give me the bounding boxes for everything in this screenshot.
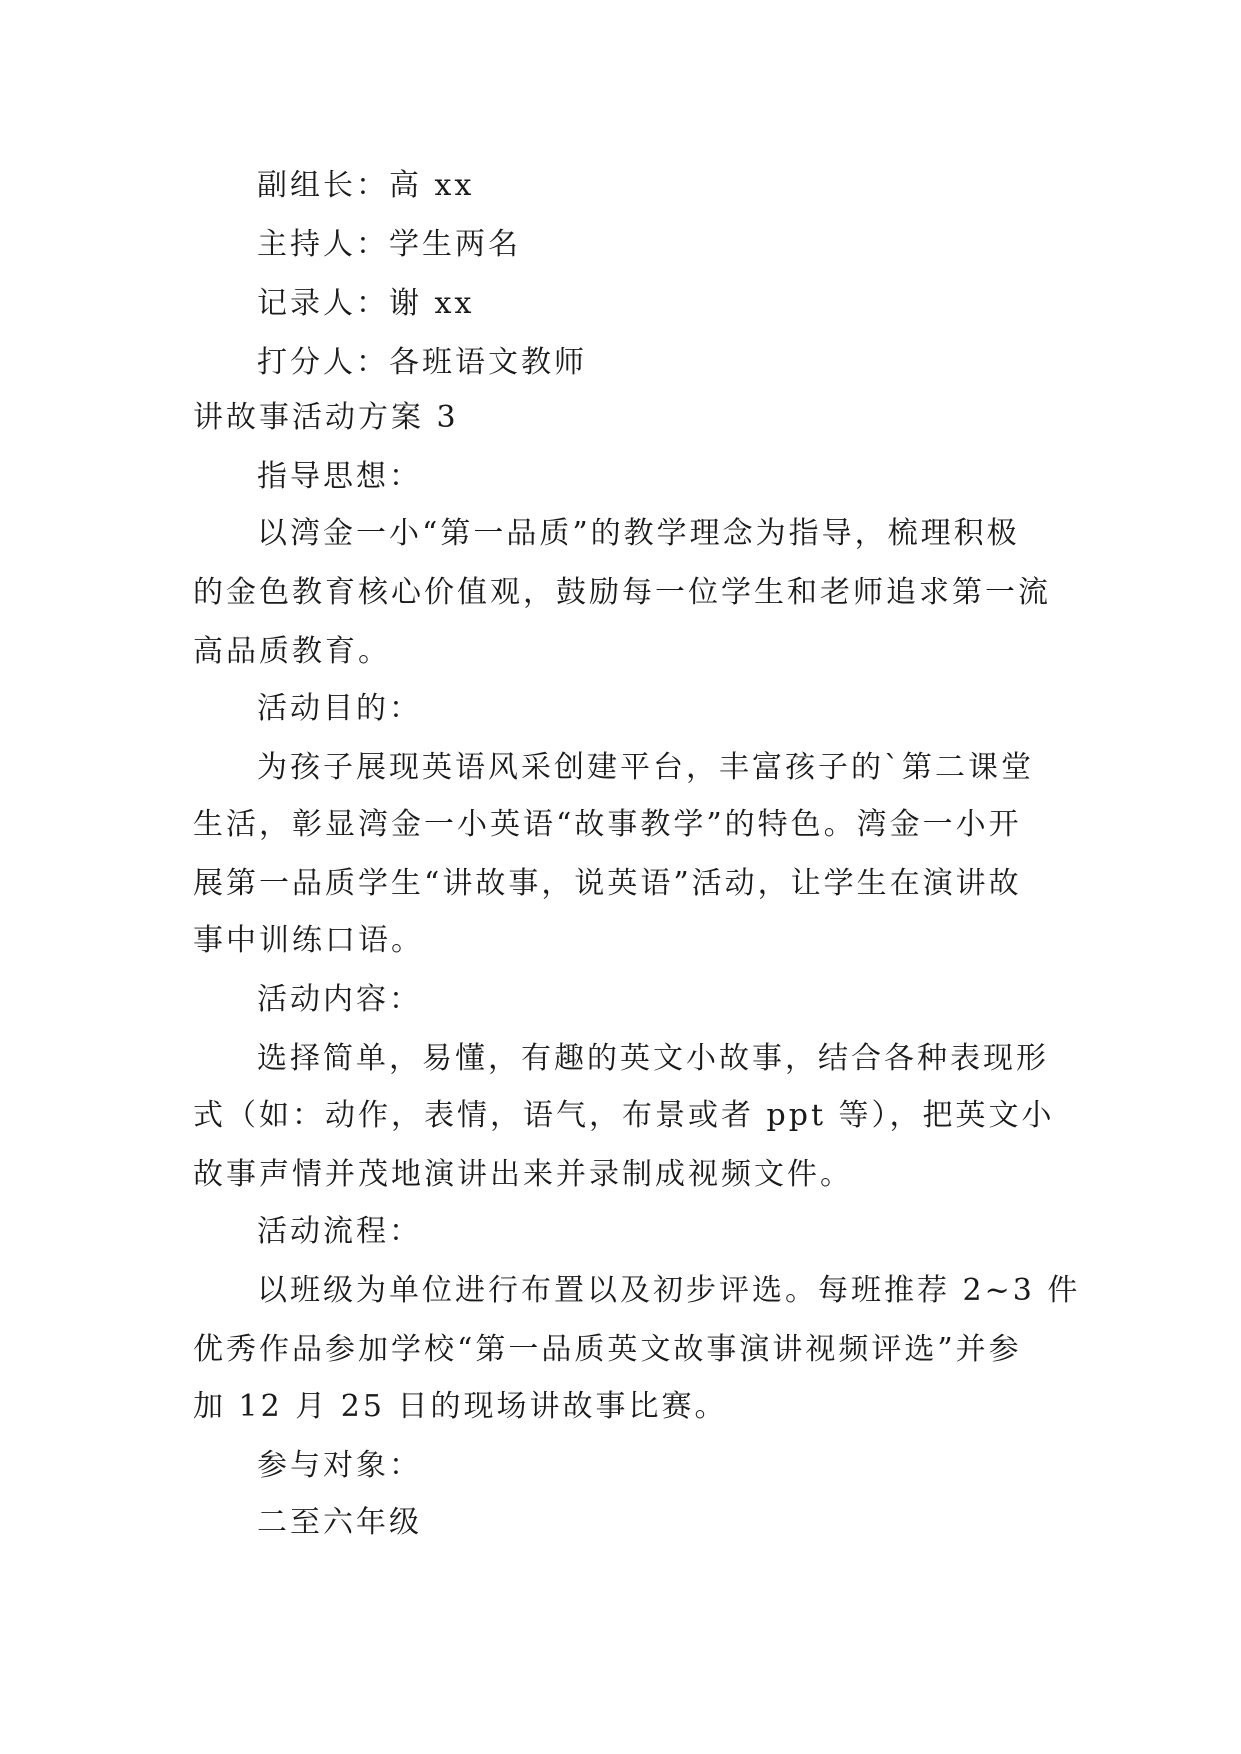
paragraph-line: 加 12 月 25 日的现场讲故事比赛。 — [193, 1389, 728, 1424]
recorder-line: 记录人：谢 xx — [257, 286, 475, 321]
activity-purpose-heading: 活动目的： — [257, 691, 422, 726]
paragraph-line: 选择简单，易懂，有趣的英文小故事，结合各种表现形 — [257, 1041, 1049, 1076]
section-heading: 讲故事活动方案 3 — [193, 400, 459, 435]
guiding-thought-heading: 指导思想： — [257, 459, 422, 494]
participants-heading: 参与对象： — [257, 1448, 422, 1483]
activity-process-heading: 活动流程： — [257, 1214, 422, 1249]
paragraph-line: 为孩子展现英语风采创建平台，丰富孩子的`第二课堂 — [257, 750, 1034, 785]
paragraph-line: 的金色教育核心价值观，鼓励每一位学生和老师追求第一流 — [193, 575, 1051, 610]
participants-value: 二至六年级 — [257, 1505, 422, 1540]
host-line: 主持人：学生两名 — [257, 227, 521, 262]
paragraph-line: 高品质教育。 — [193, 634, 391, 669]
paragraph-line: 事中训练口语。 — [193, 923, 424, 958]
paragraph-line: 生活，彰显湾金一小英语“故事教学”的特色。湾金一小开 — [193, 807, 1022, 842]
paragraph-line: 以班级为单位进行布置以及初步评选。每班推荐 2~3 件 — [257, 1273, 1081, 1308]
paragraph-line: 故事声情并茂地演讲出来并录制成视频文件。 — [193, 1157, 853, 1192]
activity-content-heading: 活动内容： — [257, 982, 422, 1017]
paragraph-line: 优秀作品参加学校“第一品质英文故事演讲视频评选”并参 — [193, 1332, 1022, 1367]
paragraph-line: 展第一品质学生“讲故事，说英语”活动，让学生在演讲故 — [193, 866, 1022, 901]
paragraph-line: 式（如：动作，表情，语气，布景或者 ppt 等），把英文小 — [193, 1098, 1055, 1133]
vice-leader-line: 副组长：高 xx — [257, 168, 475, 203]
scorer-line: 打分人：各班语文教师 — [257, 345, 587, 380]
paragraph-line: 以湾金一小“第一品质”的教学理念为指导，梳理积极 — [257, 516, 1020, 551]
